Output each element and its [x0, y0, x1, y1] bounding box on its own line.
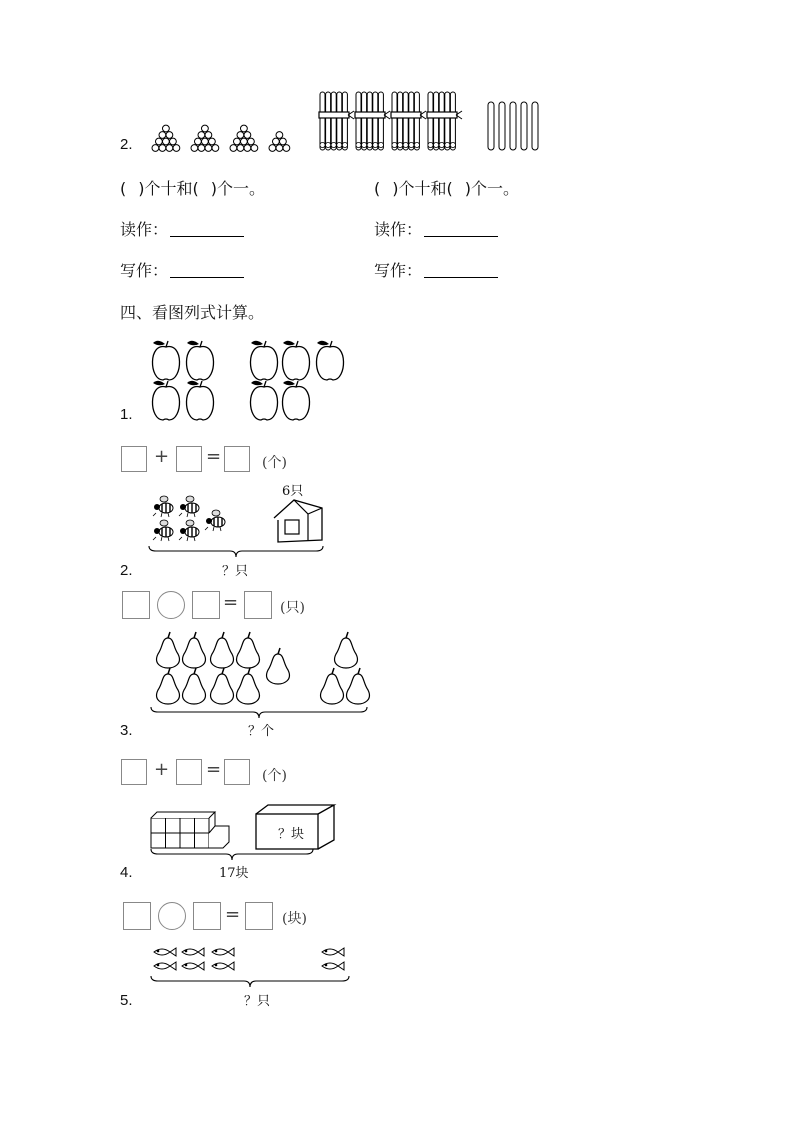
bee-legs — [205, 527, 221, 531]
bundle-tie — [319, 112, 349, 118]
cube — [180, 818, 195, 833]
tens-ones-fill-right — [374, 176, 519, 199]
apple-leaf — [317, 341, 329, 346]
bead — [173, 145, 180, 152]
apple-leaf — [283, 381, 295, 386]
single-stick — [510, 102, 516, 150]
write-label: 写作： — [120, 261, 169, 280]
bead — [152, 145, 159, 152]
apple-body — [186, 387, 213, 420]
bead-pile — [152, 125, 180, 151]
bee-icon — [179, 496, 199, 517]
bead — [191, 145, 198, 152]
stick-bundle-figure — [318, 88, 548, 154]
stick-end — [439, 142, 444, 147]
bead — [198, 132, 205, 139]
stick-end — [320, 142, 325, 147]
answer-box[interactable] — [123, 902, 151, 930]
house-count-label: 6只 — [282, 484, 304, 499]
ones-label: )个一。 — [210, 179, 265, 198]
stick — [403, 92, 408, 150]
fish-body — [182, 963, 198, 969]
stick-end — [414, 142, 419, 147]
pear-icon — [211, 668, 234, 704]
bead — [163, 125, 170, 132]
bead — [212, 145, 219, 152]
cube — [195, 818, 210, 833]
fish-tail — [228, 962, 234, 970]
bead — [283, 145, 290, 152]
fish-tail — [198, 948, 204, 956]
pear-icon — [183, 632, 206, 668]
section-title: 四、看图列式计算。 — [120, 303, 265, 322]
apple-icon — [282, 381, 309, 420]
write-label: 写作： — [374, 261, 423, 280]
apple-icon — [152, 381, 179, 420]
bead — [234, 138, 241, 145]
total-label: 17块 — [219, 866, 249, 881]
bead — [237, 132, 244, 139]
stick-bundle — [319, 92, 354, 150]
equals-sign: = — [223, 592, 239, 613]
bead — [280, 138, 287, 145]
bundle-tie — [427, 112, 457, 118]
bead — [198, 145, 205, 152]
pear-figure — [152, 628, 378, 708]
pear-icon — [211, 632, 234, 668]
stick — [373, 92, 378, 150]
bead — [241, 125, 248, 132]
pear-icon — [267, 648, 290, 684]
bead — [195, 138, 202, 145]
fish-eye — [215, 950, 218, 953]
write-answer-line[interactable] — [424, 263, 498, 278]
fish-icon — [322, 948, 344, 956]
stick-end — [450, 142, 455, 147]
bee-group-figure — [150, 492, 230, 544]
stick — [434, 92, 439, 150]
bee-icon — [153, 520, 173, 541]
bead — [170, 138, 177, 145]
equals-sign: = — [206, 759, 222, 780]
fish-eye — [215, 964, 218, 967]
apple-leaf — [283, 341, 295, 346]
answer-box[interactable] — [121, 446, 147, 472]
stick — [439, 92, 444, 150]
cube — [180, 833, 195, 848]
pear-stem — [194, 632, 196, 638]
apple-icon — [316, 341, 343, 380]
plus-sign: + — [154, 759, 170, 780]
bead-pile-figure — [150, 120, 300, 152]
answer-box[interactable] — [244, 591, 272, 619]
bead — [251, 145, 258, 152]
bee-head — [154, 528, 160, 534]
bead — [166, 145, 173, 152]
cube — [166, 818, 181, 833]
write-as-left — [120, 258, 244, 281]
apple-body — [186, 347, 213, 380]
pear-icon — [335, 632, 358, 668]
fish-tail — [198, 962, 204, 970]
brace-path — [149, 546, 323, 557]
apple-icon — [282, 341, 309, 380]
pear-icon — [157, 632, 180, 668]
bead — [209, 138, 216, 145]
tens-ones-fill-left — [120, 176, 265, 199]
fish-icon — [154, 962, 176, 970]
stick-end — [356, 142, 361, 147]
pear-icon — [321, 668, 344, 704]
cube — [195, 833, 210, 848]
apple-icon — [186, 381, 213, 420]
apple-icon — [152, 341, 179, 380]
stick — [356, 92, 361, 150]
pear-body — [347, 674, 370, 704]
apple-icon — [250, 341, 277, 380]
bead — [205, 132, 212, 139]
write-answer-line[interactable] — [170, 263, 244, 278]
bee-head — [206, 518, 212, 524]
apple-icon — [186, 341, 213, 380]
pear-stem — [248, 668, 250, 674]
pear-stem — [168, 632, 170, 638]
pear-stem — [358, 668, 360, 674]
unit-label: (块) — [282, 911, 307, 927]
pear-stem — [222, 632, 224, 638]
apple-body — [152, 347, 179, 380]
total-question-label: ？个 — [248, 724, 275, 739]
stick — [342, 92, 347, 150]
bead-pile — [191, 125, 219, 151]
bee-wing — [160, 520, 168, 526]
pear-icon — [157, 668, 180, 704]
single-stick — [521, 102, 527, 150]
fish-eye — [325, 964, 328, 967]
write-as-right — [374, 258, 498, 281]
item-number: 2. — [120, 136, 133, 153]
paren-open: ( — [374, 179, 381, 198]
bead — [276, 145, 283, 152]
bee-wing — [186, 496, 194, 502]
apple-icon — [250, 381, 277, 420]
tens-label: )个十和( — [392, 179, 453, 198]
fish-icon — [212, 948, 234, 956]
apple-leaf — [153, 381, 165, 386]
paren-open: ( — [120, 179, 127, 198]
stick-end — [445, 142, 450, 147]
fish-body — [322, 949, 338, 955]
pear-stem — [168, 668, 170, 674]
bee-head — [180, 528, 186, 534]
stick-end — [326, 142, 331, 147]
apple-body — [282, 347, 309, 380]
bee-icon — [153, 496, 173, 517]
box-question-label: ？块 — [278, 827, 305, 842]
problem-number: 4. — [120, 864, 133, 881]
plus-sign: + — [154, 446, 170, 467]
apple-leaf — [187, 381, 199, 386]
cube — [166, 833, 181, 848]
operator-circle[interactable] — [158, 902, 186, 930]
bundle-tie — [391, 112, 421, 118]
bead — [159, 145, 166, 152]
pear-body — [157, 638, 180, 668]
fish-tail — [338, 962, 344, 970]
cube-blocks-figure — [150, 804, 336, 850]
pear-body — [267, 654, 290, 684]
cube-stack — [151, 812, 229, 848]
pear-stem — [278, 648, 280, 654]
read-as-right — [374, 217, 498, 240]
bee-icon — [179, 520, 199, 541]
stick — [409, 92, 414, 150]
bundle-tie — [355, 112, 385, 118]
stick-end — [331, 142, 336, 147]
answer-box[interactable] — [121, 759, 147, 785]
stick — [320, 92, 325, 150]
stick — [450, 92, 455, 150]
fish-icon — [322, 962, 344, 970]
pear-body — [335, 638, 358, 668]
read-answer-line[interactable] — [424, 222, 498, 237]
bee-legs — [153, 537, 169, 541]
pear-body — [183, 638, 206, 668]
answer-box[interactable] — [176, 446, 202, 472]
brace-line — [150, 848, 314, 862]
fish-eye — [157, 964, 160, 967]
read-answer-line[interactable] — [170, 222, 244, 237]
read-as-left — [120, 217, 244, 240]
answer-box[interactable] — [245, 902, 273, 930]
cube — [151, 833, 166, 848]
read-label: 读作： — [374, 220, 423, 239]
stick-bundle — [427, 92, 462, 150]
stick — [445, 92, 450, 150]
problem-number: 1. — [120, 406, 133, 423]
bead-pile — [269, 132, 290, 152]
stick-end — [378, 142, 383, 147]
read-label: 读作： — [120, 220, 169, 239]
stick — [398, 92, 403, 150]
stick — [367, 92, 372, 150]
cube-side — [209, 826, 229, 848]
fish-body — [182, 949, 198, 955]
answer-box[interactable] — [193, 902, 221, 930]
bead — [273, 138, 280, 145]
pear-icon — [347, 668, 370, 704]
brace-line — [150, 706, 368, 720]
bead — [276, 132, 283, 139]
bead — [244, 132, 251, 139]
bead — [202, 138, 209, 145]
stick-end — [367, 142, 372, 147]
bee-legs — [179, 513, 195, 517]
fish-icon — [182, 962, 204, 970]
brace-line — [148, 545, 324, 559]
stick — [326, 92, 331, 150]
pear-stem — [194, 668, 196, 674]
stick-end — [337, 142, 342, 147]
stick-end — [342, 142, 347, 147]
fish-icon — [182, 948, 204, 956]
house-icon — [272, 496, 324, 544]
fish-body — [154, 963, 170, 969]
bead — [241, 138, 248, 145]
fish-icon — [154, 948, 176, 956]
bead — [156, 138, 163, 145]
stick — [414, 92, 419, 150]
answer-box[interactable] — [122, 591, 150, 619]
unit-label: (个) — [262, 768, 287, 784]
pear-stem — [346, 632, 348, 638]
house-window — [285, 520, 299, 534]
stick — [337, 92, 342, 150]
bead — [166, 132, 173, 139]
problem-number: 5. — [120, 992, 133, 1009]
stick — [428, 92, 433, 150]
equals-sign: = — [225, 904, 241, 925]
single-stick — [532, 102, 538, 150]
answer-box[interactable] — [192, 591, 220, 619]
apple-body — [250, 387, 277, 420]
bead — [269, 145, 276, 152]
fish-figure — [150, 944, 354, 974]
apple-leaf — [187, 341, 199, 346]
fish-eye — [157, 950, 160, 953]
fish-tail — [170, 962, 176, 970]
stick-end — [392, 142, 397, 147]
single-stick — [499, 102, 505, 150]
pear-icon — [237, 632, 260, 668]
bead — [159, 132, 166, 139]
problem-number: 2. — [120, 562, 133, 579]
apple-body — [316, 347, 343, 380]
bead — [248, 138, 255, 145]
brace-line — [150, 975, 350, 989]
apple-leaf — [153, 341, 165, 346]
bee-wing — [160, 496, 168, 502]
brace-path — [151, 707, 367, 718]
apple-body — [282, 387, 309, 420]
bee-head — [180, 504, 186, 510]
unit-label: (只) — [280, 600, 305, 616]
bee-legs — [179, 537, 195, 541]
stick-bundle — [391, 92, 426, 150]
bee-legs — [153, 513, 169, 517]
total-question-label: ？只 — [244, 994, 271, 1009]
pear-stem — [332, 668, 334, 674]
pear-body — [183, 674, 206, 704]
stick — [378, 92, 383, 150]
fish-body — [322, 963, 338, 969]
tens-label: )个十和( — [138, 179, 199, 198]
fish-body — [212, 949, 228, 955]
bead — [163, 138, 170, 145]
house-drawing — [274, 500, 322, 542]
bead — [205, 145, 212, 152]
unit-label: (个) — [262, 455, 287, 471]
stick-end — [398, 142, 403, 147]
fish-eye — [185, 950, 188, 953]
stick-end — [373, 142, 378, 147]
stick-end — [428, 142, 433, 147]
cube — [151, 818, 166, 833]
stick — [331, 92, 336, 150]
stick — [392, 92, 397, 150]
fish-eye — [325, 950, 328, 953]
fish-body — [212, 963, 228, 969]
fish-tail — [228, 948, 234, 956]
fish-tail — [170, 948, 176, 956]
answer-box[interactable] — [224, 759, 250, 785]
pear-body — [157, 674, 180, 704]
fish-tail — [338, 948, 344, 956]
bee-wing — [186, 520, 194, 526]
bead — [237, 145, 244, 152]
bee-icon — [205, 510, 225, 531]
apple-body — [250, 347, 277, 380]
pear-stem — [248, 632, 250, 638]
total-question-label: ？只 — [222, 564, 249, 579]
stick-bundle — [355, 92, 390, 150]
apple-figure — [148, 340, 358, 422]
answer-box[interactable] — [224, 446, 250, 472]
pear-body — [321, 674, 344, 704]
fish-eye — [185, 964, 188, 967]
apple-leaf — [251, 381, 263, 386]
ones-label: )个一。 — [464, 179, 519, 198]
pear-icon — [183, 668, 206, 704]
stick — [362, 92, 367, 150]
fish-icon — [212, 962, 234, 970]
fish-body — [154, 949, 170, 955]
pear-body — [237, 674, 260, 704]
bee-head — [154, 504, 160, 510]
stick-end — [362, 142, 367, 147]
bead — [230, 145, 237, 152]
brace-path — [151, 976, 349, 987]
equals-sign: = — [206, 446, 222, 467]
bead — [202, 125, 209, 132]
pear-body — [211, 638, 234, 668]
operator-circle[interactable] — [157, 591, 185, 619]
stick-end — [409, 142, 414, 147]
apple-leaf — [251, 341, 263, 346]
answer-box[interactable] — [176, 759, 202, 785]
pear-stem — [222, 668, 224, 674]
single-stick — [488, 102, 494, 150]
brace-path — [151, 849, 313, 860]
pear-icon — [237, 668, 260, 704]
cube-top — [151, 812, 215, 818]
pear-body — [211, 674, 234, 704]
stick-end — [434, 142, 439, 147]
apple-body — [152, 387, 179, 420]
bead-pile — [230, 125, 258, 151]
bead — [244, 145, 251, 152]
problem-number: 3. — [120, 722, 133, 739]
bee-wing — [212, 510, 220, 516]
pear-body — [237, 638, 260, 668]
stick-end — [403, 142, 408, 147]
